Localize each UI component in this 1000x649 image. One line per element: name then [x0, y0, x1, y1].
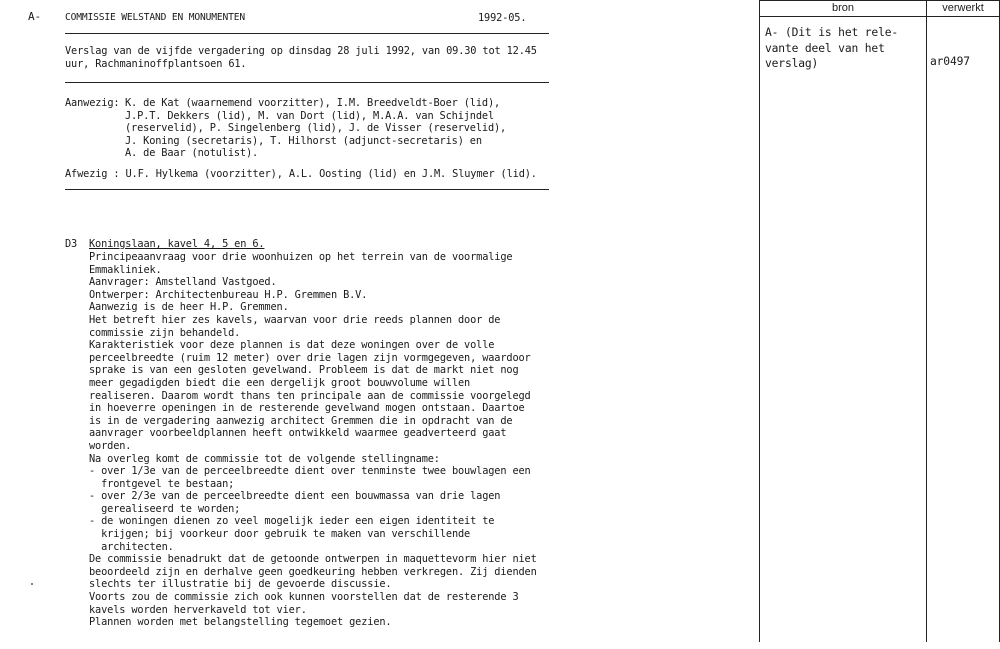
header-date: 1992-05.: [478, 12, 527, 24]
header-title: COMMISSIE WELSTAND EN MONUMENTEN: [65, 12, 246, 23]
body-line: realiseren. Daarom wordt thans ten principale aan de commissie voorgelegd: [89, 389, 531, 402]
body-line: perceelbreedte (ruim 12 meter) over drie lagen zijn vormgegeven, waardoor: [89, 351, 531, 364]
body-line: aanvrager voorbeeldplannen heeft ontwikkeld waarmee geadverteerd gaat: [89, 427, 507, 440]
body-line: Voorts zou de commissie zich ook kunnen voorstellen dat de resterende 3: [89, 591, 519, 604]
body-line: Aanwezig is de heer H.P. Gremmen.: [89, 301, 289, 314]
divider-rule: [65, 82, 549, 83]
body-line: slechts ter illustratie bij de gevoerde discussie.: [89, 578, 392, 591]
aanwezig-block: [65, 97, 506, 160]
body-line: - over 1/3e van de perceelbreedte dient over tenminste twee bouwlagen een: [89, 465, 531, 478]
body-line: De commissie benadrukt dat de getoonde ontwerpen in maquettevorm hier niet: [89, 553, 537, 566]
bron-note-line: A- (Dit is het rele-: [765, 26, 899, 39]
aanwezig-label: Aanwezig:: [65, 97, 120, 109]
item-title: Koningslaan, kavel 4, 5 en 6.: [89, 238, 265, 250]
body-line: krijgen; bij voorkeur door gebruik te maken van verschillende: [89, 528, 471, 541]
header-rule: [65, 33, 549, 34]
aanwezig-line: J. Koning (secretaris), T. Hilhorst (adjunct-secretaris) en: [125, 134, 482, 147]
bron-note: [765, 25, 898, 72]
body-line: worden.: [89, 439, 132, 452]
column-header-verwerkt: verwerkt: [942, 2, 984, 14]
body-line: is in de vergadering aanwezig architect Gremmen die in opdracht van de: [89, 414, 513, 427]
section-marker: A-: [28, 10, 41, 23]
body-line: in hoeverre openingen in de resterende gevelwand mogen ontstaan. Daartoe: [89, 402, 525, 415]
body-line: Na overleg komt de commissie tot de volgende stellingname:: [89, 452, 440, 465]
body-line: architecten.: [89, 540, 174, 553]
table-header-rule: [759, 16, 1000, 17]
body-line: Emmakliniek.: [89, 263, 162, 276]
body-line: - de woningen dienen zo veel mogelijk ieder een eigen identiteit te: [89, 515, 495, 528]
table-column-divider: [926, 0, 927, 642]
body-line: frontgevel te bestaan;: [89, 477, 235, 490]
body-line: Ontwerper: Architectenbureau H.P. Gremmen B.V.: [89, 288, 368, 301]
divider-rule: [65, 189, 549, 190]
aanwezig-line: K. de Kat (waarnemend voorzitter), I.M. Breedveldt-Boer (lid),: [125, 97, 501, 109]
body-line: beoordeeld zijn en derhalve geen goedkeuring hebben verkregen. Zij dienden: [89, 565, 537, 578]
bron-note-line: verslag): [765, 57, 819, 70]
bron-note-line: vante deel van het: [765, 41, 885, 55]
verwerkt-value: ar0497: [930, 55, 970, 68]
body-line: - over 2/3e van de perceelbreedte dient een bouwmassa van drie lagen: [89, 490, 501, 503]
afwezig-line: Afwezig : U.F. Hylkema (voorzitter), A.L. Oosting (lid) en J.M. Sluymer (lid).: [65, 168, 537, 180]
table-left-border: [759, 0, 760, 642]
verslag-line: uur, Rachmaninoffplantsoen 61.: [65, 57, 247, 70]
body-line: commissie zijn behandeld.: [89, 326, 241, 339]
body-line: Aanvrager: Amstelland Vastgoed.: [89, 276, 277, 289]
verslag-line: Verslag van de vijfde vergadering op dinsdag 28 juli 1992, van 09.30 tot 12.45: [65, 45, 537, 57]
aanwezig-line: (reservelid), P. Singelenberg (lid), J. de Visser (reservelid),: [125, 122, 507, 135]
item-body: [89, 251, 537, 629]
body-line: kavels worden herverkaveld tot vier.: [89, 603, 307, 616]
body-line: Plannen worden met belangstelling tegemoet gezien.: [89, 616, 392, 629]
aanwezig-line: A. de Baar (notulist).: [125, 147, 259, 160]
scan-speck: [31, 583, 33, 585]
body-line: sprake is van een gesloten gevelwand. Probleem is dat de markt niet nog: [89, 364, 519, 377]
body-line: Principeaanvraag voor drie woonhuizen op het terrein van de voormalige: [89, 251, 513, 263]
aanwezig-line: J.P.T. Dekkers (lid), M. van Dort (lid), M.A.A. van Schijndel: [125, 109, 495, 122]
body-line: meer gegadigden biedt die een dergelijk groot bouwvolume willen: [89, 376, 471, 389]
verslag-block: [65, 45, 537, 70]
body-line: Het betreft hier zes kavels, waarvan voor drie reeds plannen door de: [89, 313, 501, 326]
body-line: gerealiseerd te worden;: [89, 502, 241, 515]
item-code: D3: [65, 238, 78, 250]
column-header-bron: bron: [831, 2, 855, 14]
body-line: Karakteristiek voor deze plannen is dat deze woningen over de volle: [89, 339, 495, 352]
